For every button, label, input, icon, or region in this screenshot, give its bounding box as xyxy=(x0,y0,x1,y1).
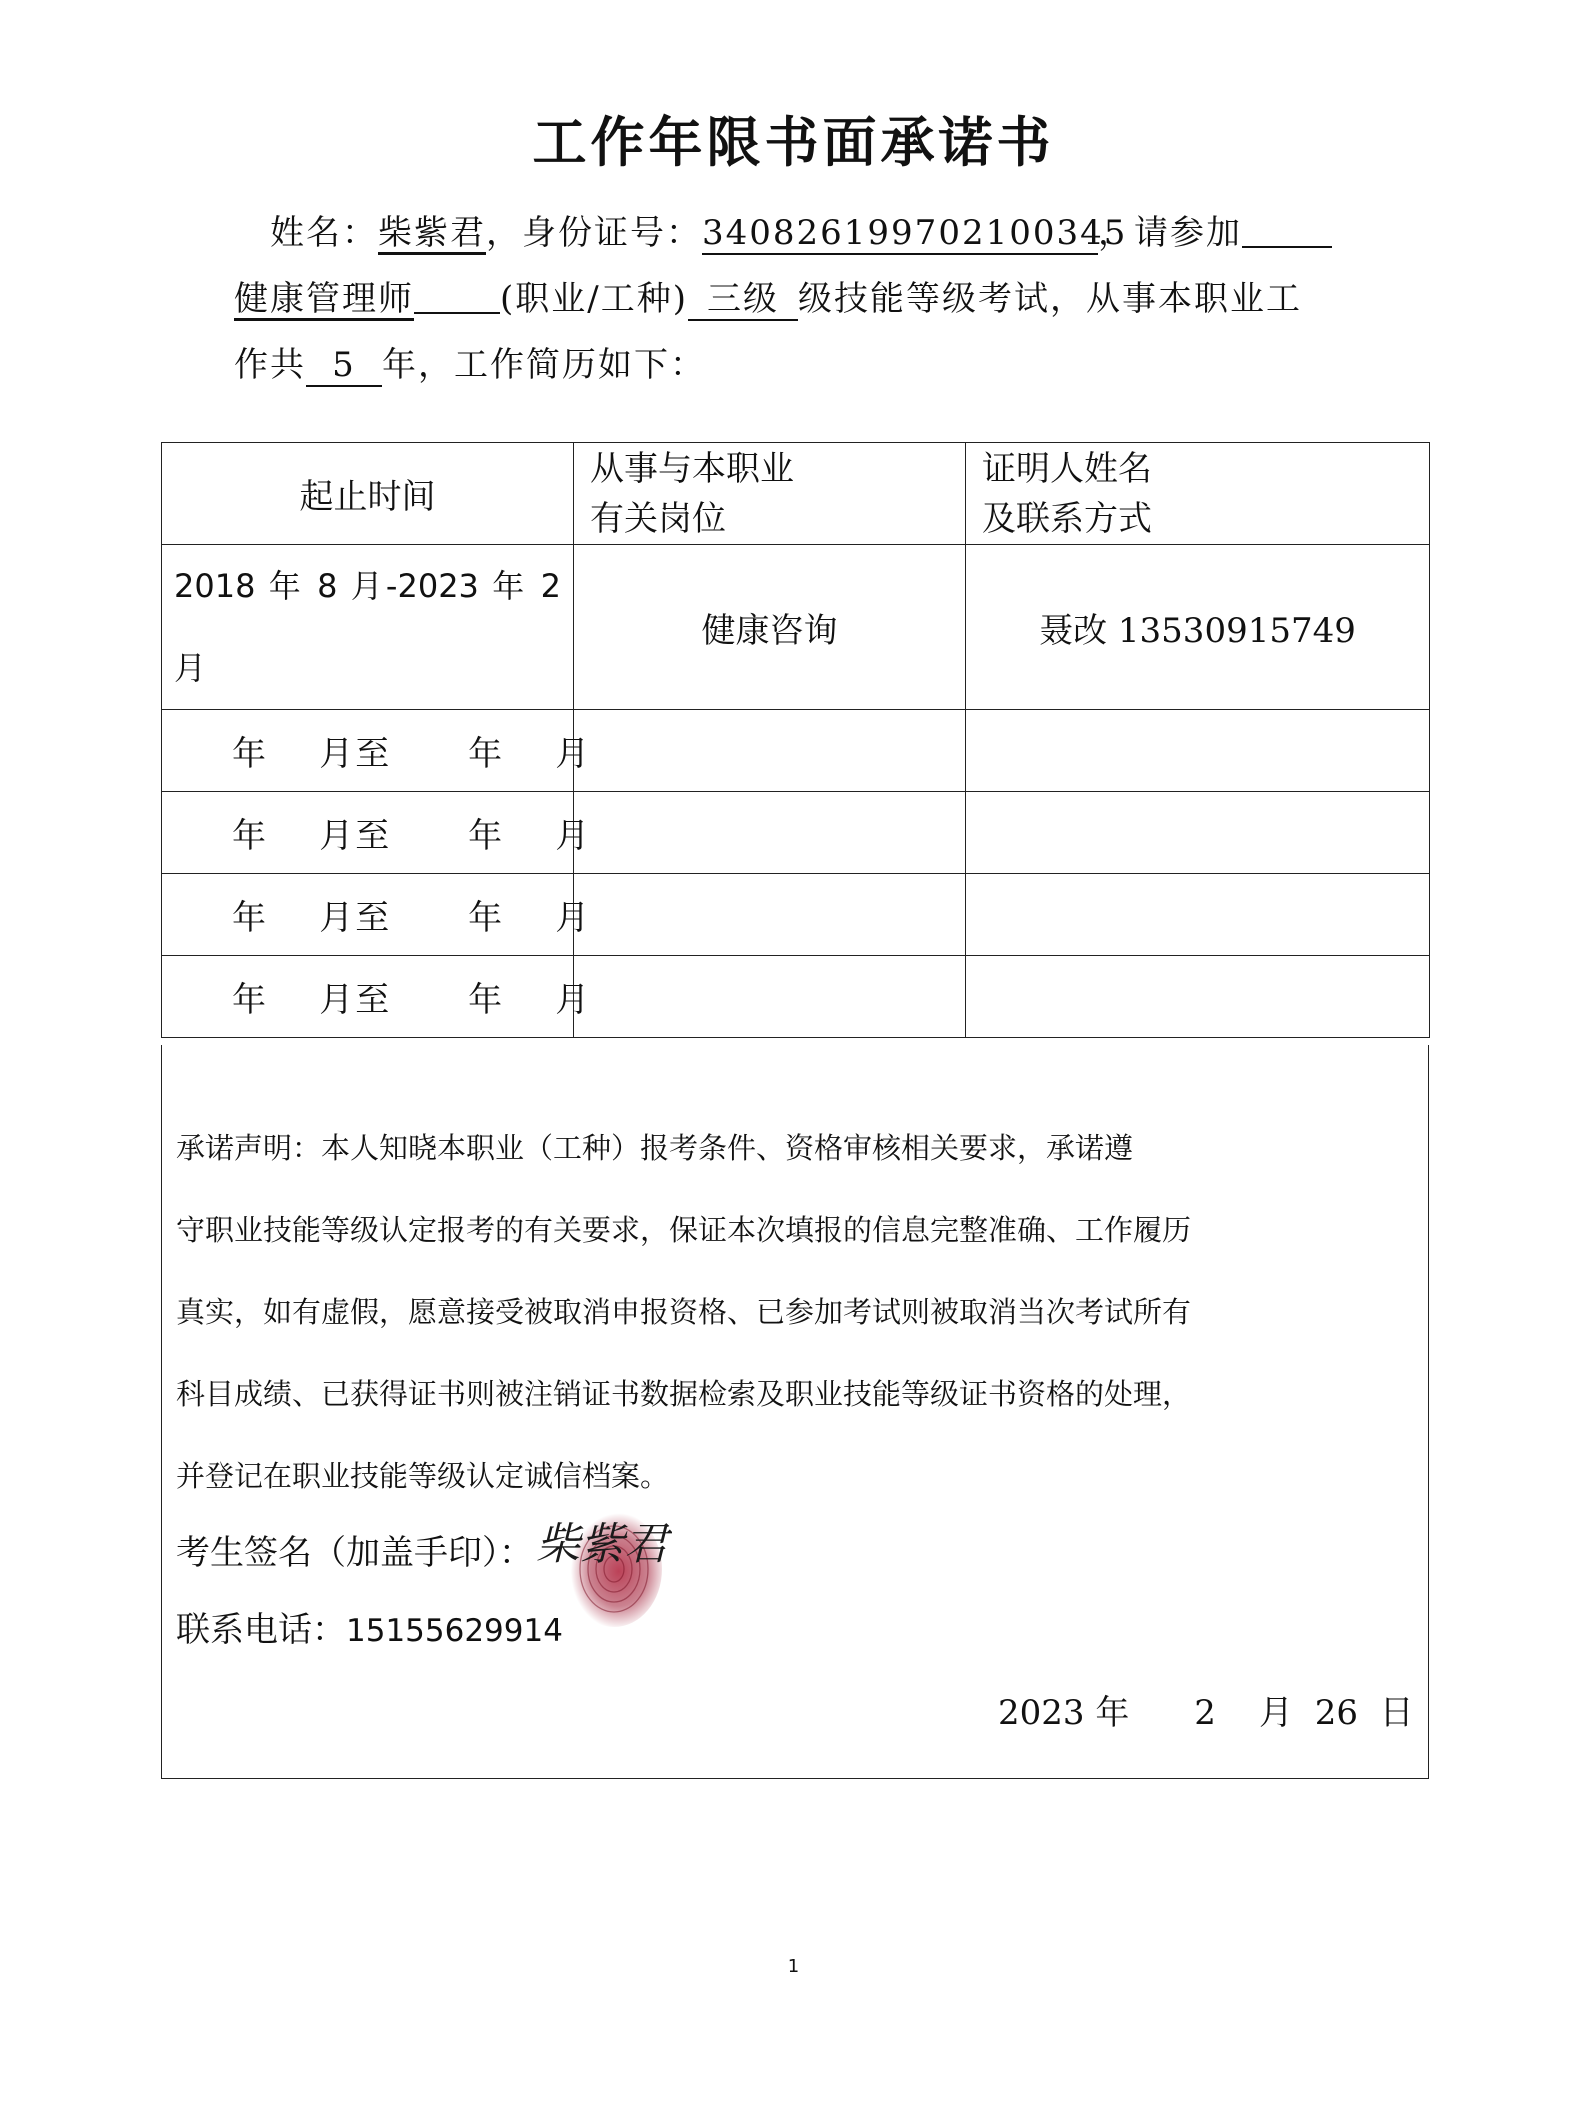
statement-line: 科目成绩、已获得证书则被注销证书数据检索及职业技能等级证书资格的处理， xyxy=(176,1377,1192,1411)
intro-line-3 xyxy=(234,332,1344,398)
phone-line xyxy=(176,1602,563,1651)
page-number: 1 xyxy=(787,1956,800,1977)
witness-cell xyxy=(966,956,1430,1038)
table-row xyxy=(162,792,1430,874)
phone-number: 15155629914 xyxy=(346,1613,563,1649)
witness-cell xyxy=(966,874,1430,956)
position-cell xyxy=(574,956,966,1038)
header-witness-line-1: 证明人姓名 xyxy=(982,448,1152,489)
promise-statement xyxy=(176,1107,1276,1517)
signature-label: 考生签名（加盖手印）： xyxy=(176,1533,533,1573)
blank-line xyxy=(414,278,500,314)
table-row xyxy=(162,956,1430,1038)
header-position xyxy=(574,443,966,545)
occupation-suffix: (职业/工种) xyxy=(500,279,688,319)
position-cell xyxy=(574,710,966,792)
date-day: 26 xyxy=(1314,1693,1358,1733)
id-label: ，身份证号： xyxy=(486,213,702,253)
signature-line xyxy=(176,1525,533,1574)
years: 5 xyxy=(306,345,382,387)
period-cell: 年 月至 年 月 xyxy=(162,710,574,792)
period-cell: 2018 年 8 月-2023 年 2 月 xyxy=(162,545,574,710)
statement-line: 守职业技能等级认定报考的有关要求，保证本次填报的信息完整准确、工作履历 xyxy=(176,1213,1192,1247)
header-position-line-1: 从事与本职业 xyxy=(590,448,794,489)
statement-line: 真实，如有虚假，愿意接受被取消申报资格、已参加考试则被取消当次考试所有 xyxy=(176,1295,1192,1329)
signature-text: 柴紫君 xyxy=(536,1519,668,1570)
applicant-name: 柴紫君 xyxy=(378,213,486,253)
position-cell: 健康咨询 xyxy=(574,545,966,710)
table-row xyxy=(162,545,1430,710)
period-cell: 年 月至 年 月 xyxy=(162,792,574,874)
witness-cell xyxy=(966,792,1430,874)
header-witness xyxy=(966,443,1430,545)
years-suffix: 年，工作简历如下： xyxy=(382,345,706,385)
promise-section xyxy=(161,1045,1429,1779)
sign-date: 2023 年 2 月 26 日 xyxy=(998,1693,1414,1733)
attend-label: ，请参加 xyxy=(1098,213,1242,253)
period-cell: 年 月至 年 月 xyxy=(162,874,574,956)
occupation: 健康管理师 xyxy=(234,279,414,319)
table-header-row xyxy=(162,443,1430,545)
level-suffix: 级技能等级考试，从事本职业工 xyxy=(797,279,1302,319)
table-row xyxy=(162,874,1430,956)
position-cell xyxy=(574,874,966,956)
date-month: 2 xyxy=(1194,1693,1216,1733)
witness-cell xyxy=(966,710,1430,792)
date-year: 2023 xyxy=(998,1693,1085,1733)
statement-line: 承诺声明：本人知晓本职业（工种）报考条件、资格审核相关要求，承诺遵 xyxy=(176,1131,1134,1165)
table-row xyxy=(162,710,1430,792)
document-title: 工作年限书面承诺书 xyxy=(532,111,1055,174)
intro-line-1 xyxy=(234,200,1344,266)
phone-label: 联系电话： xyxy=(176,1610,346,1650)
years-prefix: 作共 xyxy=(234,345,306,385)
name-label: 姓名： xyxy=(270,213,378,253)
header-period: 起止时间 xyxy=(162,443,574,545)
level: 三级 xyxy=(688,279,798,321)
intro-line-2 xyxy=(234,266,1344,332)
statement-line: 并登记在职业技能等级认定诚信档案。 xyxy=(176,1459,670,1493)
header-position-line-2: 有关岗位 xyxy=(590,498,726,539)
intro-paragraph xyxy=(234,200,1344,398)
work-history-table xyxy=(161,442,1430,1038)
header-witness-line-2: 及联系方式 xyxy=(982,498,1152,539)
blank-line xyxy=(1242,212,1332,248)
id-number: 340826199702100345 xyxy=(702,213,1128,253)
witness-cell: 聂改 13530915749 xyxy=(966,545,1430,710)
period-cell: 年 月至 年 月 xyxy=(162,956,574,1038)
position-cell xyxy=(574,792,966,874)
